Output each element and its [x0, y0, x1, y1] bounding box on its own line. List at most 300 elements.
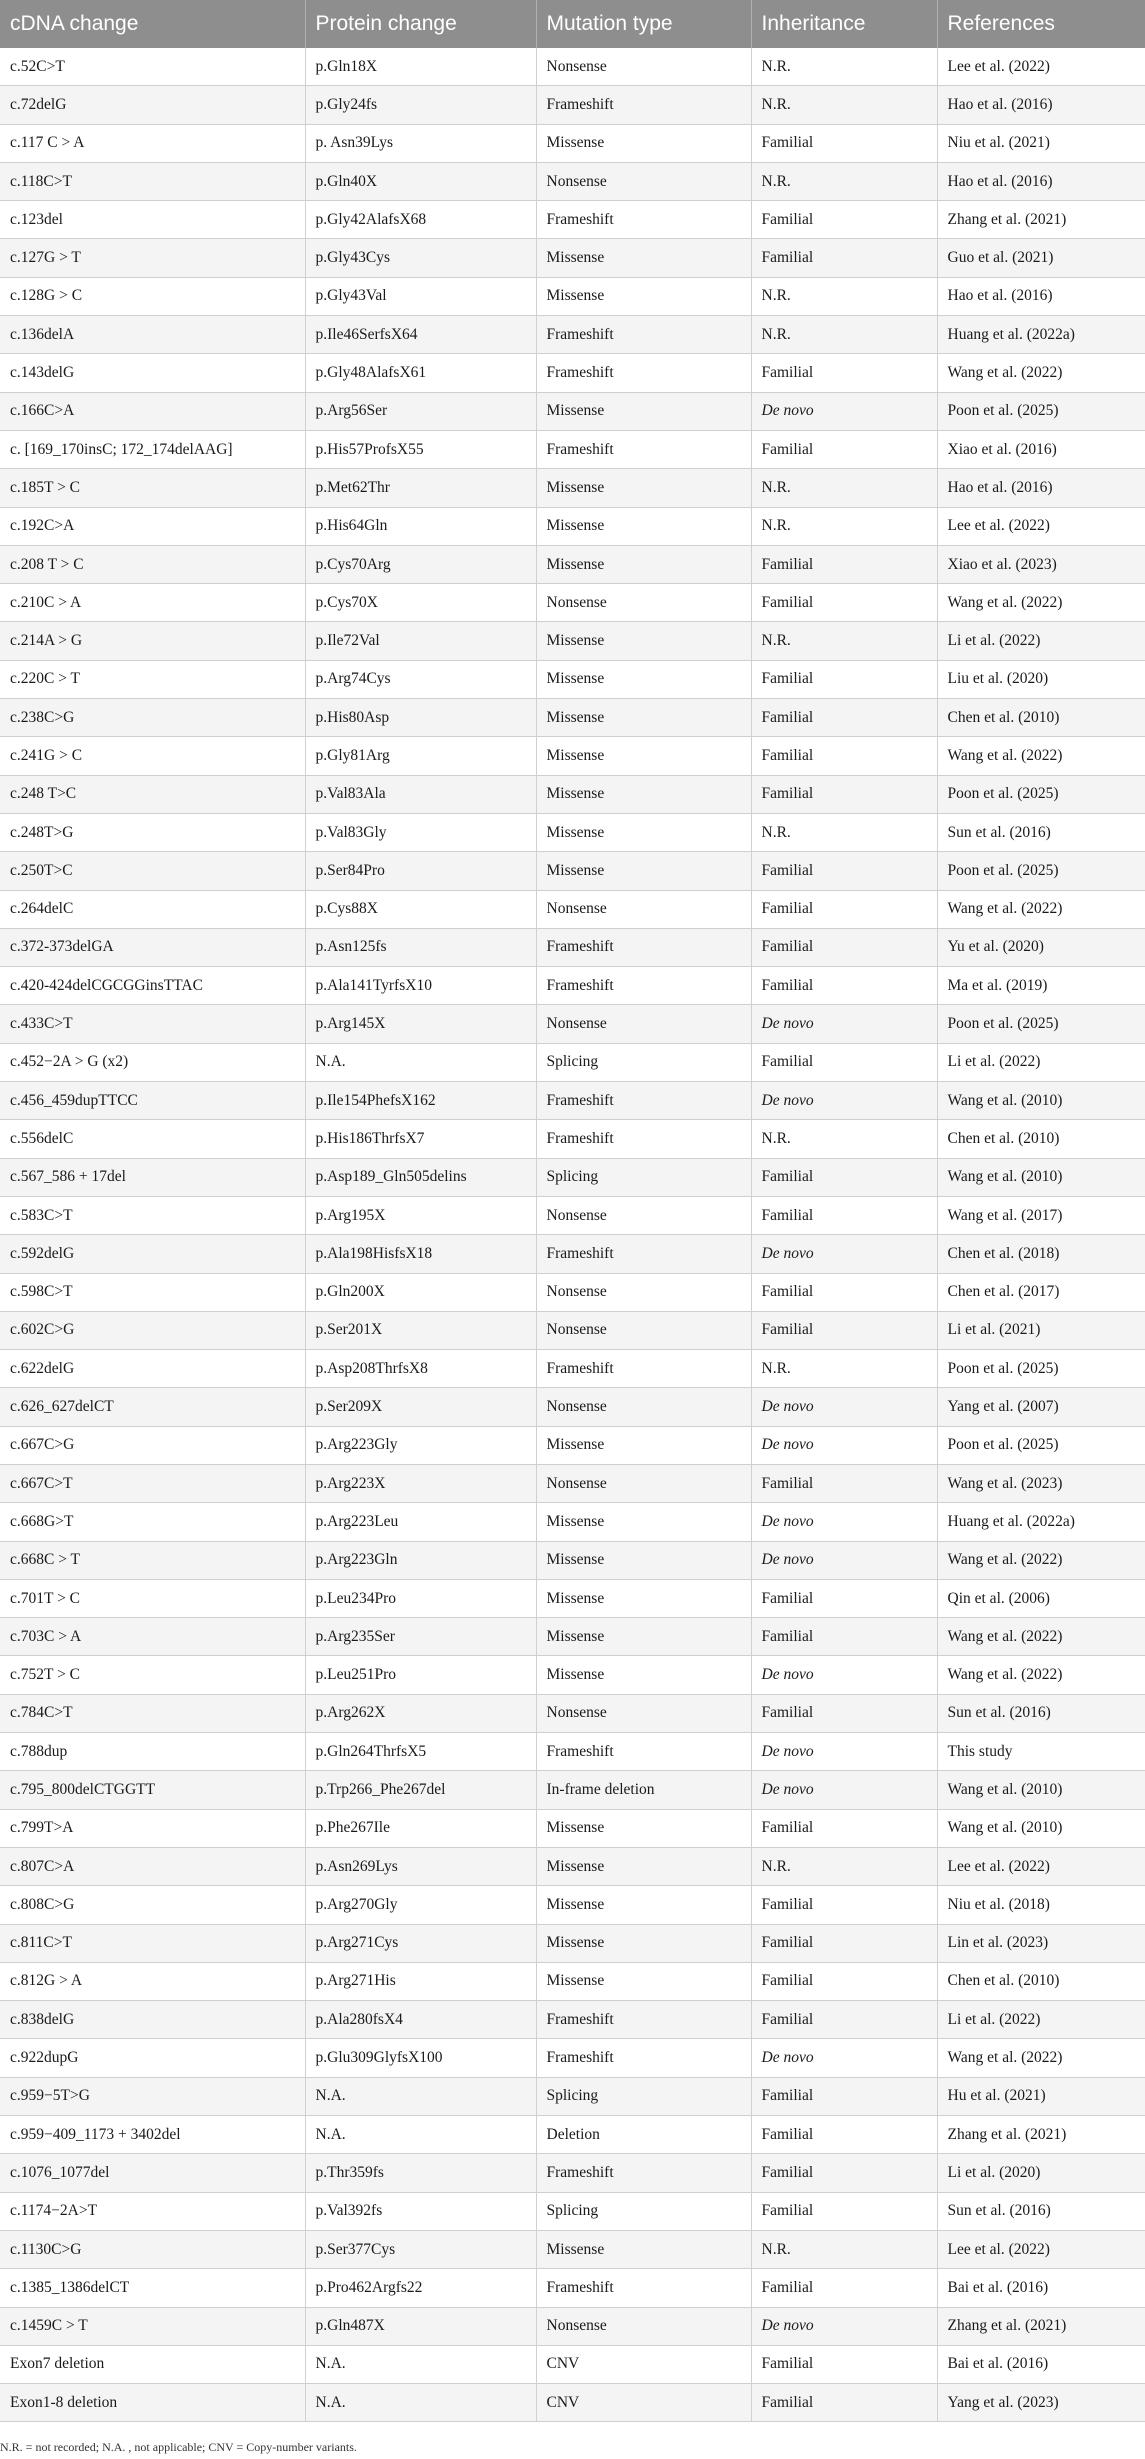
mutation-type-cell: Frameshift: [536, 2269, 751, 2307]
table-row: [0, 2001, 1145, 2039]
table-row: [0, 2384, 1145, 2422]
table-row: [0, 354, 1145, 392]
mutation-type-cell: Splicing: [536, 1043, 751, 1081]
mutation-type-cell: Missense: [536, 737, 751, 775]
reference-cell: Wang et al. (2022): [937, 354, 1145, 392]
protein-change-cell: p.Val392fs: [305, 2192, 536, 2230]
inheritance-cell: De novo: [751, 1771, 937, 1809]
reference-cell: Huang et al. (2022a): [937, 1503, 1145, 1541]
mutation-type-cell: Missense: [536, 545, 751, 583]
reference-cell: Poon et al. (2025): [937, 1350, 1145, 1388]
reference-cell: Yu et al. (2020): [937, 928, 1145, 966]
protein-change-cell: p.Pro462Argfs22: [305, 2269, 536, 2307]
cdna-change-cell: c.143delG: [0, 354, 305, 392]
cdna-change-cell: c.807C>A: [0, 1847, 305, 1885]
cdna-change-cell: c.811C>T: [0, 1924, 305, 1962]
reference-cell: This study: [937, 1733, 1145, 1771]
reference-cell: Lin et al. (2023): [937, 1924, 1145, 1962]
inheritance-cell: Familial: [751, 1618, 937, 1656]
table-row: [0, 699, 1145, 737]
cdna-change-cell: c.808C>G: [0, 1886, 305, 1924]
mutation-type-cell: Splicing: [536, 1158, 751, 1196]
protein-change-cell: p.Ala198HisfsX18: [305, 1235, 536, 1273]
header-row: [0, 0, 1145, 48]
cdna-change-cell: c.592delG: [0, 1235, 305, 1273]
table-row: [0, 545, 1145, 583]
inheritance-cell: Familial: [751, 201, 937, 239]
reference-cell: Chen et al. (2018): [937, 1235, 1145, 1273]
cdna-change-cell: c.752T > C: [0, 1656, 305, 1694]
table-row: [0, 277, 1145, 315]
cdna-change-cell: c.128G > C: [0, 277, 305, 315]
reference-cell: Niu et al. (2021): [937, 124, 1145, 162]
cdna-change-cell: c.433C>T: [0, 1005, 305, 1043]
reference-cell: Liu et al. (2020): [937, 660, 1145, 698]
mutation-type-cell: Nonsense: [536, 1694, 751, 1732]
inheritance-cell: De novo: [751, 1656, 937, 1694]
mutation-type-cell: Missense: [536, 239, 751, 277]
inheritance-cell: Familial: [751, 2269, 937, 2307]
cdna-change-cell: c. [169_170insC; 172_174delAAG]: [0, 430, 305, 468]
reference-cell: Wang et al. (2010): [937, 1158, 1145, 1196]
mutation-type-cell: Nonsense: [536, 1196, 751, 1234]
table-row: [0, 1962, 1145, 2000]
mutation-type-cell: Deletion: [536, 2116, 751, 2154]
protein-change-cell: p.Cys70X: [305, 584, 536, 622]
inheritance-cell: Familial: [751, 852, 937, 890]
protein-change-cell: p.Ile46SerfsX64: [305, 316, 536, 354]
table-row: [0, 1503, 1145, 1541]
mutation-type-cell: CNV: [536, 2384, 751, 2422]
protein-change-cell: p.Gly24fs: [305, 86, 536, 124]
cdna-change-cell: c.799T>A: [0, 1809, 305, 1847]
reference-cell: Bai et al. (2016): [937, 2345, 1145, 2383]
table-row: [0, 1541, 1145, 1579]
cdna-change-cell: c.248 T>C: [0, 775, 305, 813]
protein-change-cell: p.His57ProfsX55: [305, 430, 536, 468]
cdna-change-cell: c.1130C>G: [0, 2230, 305, 2268]
reference-cell: Wang et al. (2010): [937, 1809, 1145, 1847]
reference-cell: Chen et al. (2010): [937, 1120, 1145, 1158]
protein-change-cell: p.Gln18X: [305, 48, 536, 86]
table-row: [0, 584, 1145, 622]
mutation-type-cell: Missense: [536, 699, 751, 737]
protein-change-cell: p.Gly43Val: [305, 277, 536, 315]
reference-cell: Wang et al. (2017): [937, 1196, 1145, 1234]
reference-cell: Chen et al. (2010): [937, 1962, 1145, 2000]
cdna-change-cell: Exon1-8 deletion: [0, 2384, 305, 2422]
mutation-type-cell: Missense: [536, 1924, 751, 1962]
reference-cell: Hao et al. (2016): [937, 277, 1145, 315]
cdna-change-cell: c.210C > A: [0, 584, 305, 622]
table-row: [0, 2307, 1145, 2345]
protein-change-cell: p.Ala141TyrfsX10: [305, 967, 536, 1005]
mutation-type-cell: Missense: [536, 2230, 751, 2268]
inheritance-cell: N.R.: [751, 316, 937, 354]
cdna-change-cell: c.622delG: [0, 1350, 305, 1388]
mutation-type-cell: Frameshift: [536, 2001, 751, 2039]
protein-change-cell: p.Arg271Cys: [305, 1924, 536, 1962]
reference-cell: Xiao et al. (2023): [937, 545, 1145, 583]
table-row: [0, 1847, 1145, 1885]
inheritance-cell: De novo: [751, 1503, 937, 1541]
mutation-type-cell: Missense: [536, 1618, 751, 1656]
protein-change-cell: p.Ser209X: [305, 1388, 536, 1426]
inheritance-cell: Familial: [751, 239, 937, 277]
table-row: [0, 660, 1145, 698]
table-row: [0, 2039, 1145, 2077]
reference-cell: Sun et al. (2016): [937, 1694, 1145, 1732]
cdna-change-cell: c.668G>T: [0, 1503, 305, 1541]
table-row: [0, 1886, 1145, 1924]
header-cdna-change: cDNA change: [0, 0, 305, 48]
protein-change-cell: p.Arg56Ser: [305, 392, 536, 430]
mutation-type-cell: Frameshift: [536, 1733, 751, 1771]
reference-cell: Hu et al. (2021): [937, 2077, 1145, 2115]
mutation-type-cell: Frameshift: [536, 928, 751, 966]
inheritance-cell: Familial: [751, 1579, 937, 1617]
protein-change-cell: p.Asp189_Gln505delins: [305, 1158, 536, 1196]
inheritance-cell: N.R.: [751, 813, 937, 851]
table-row: [0, 1924, 1145, 1962]
inheritance-cell: N.R.: [751, 1350, 937, 1388]
mutation-type-cell: Nonsense: [536, 1464, 751, 1502]
inheritance-cell: De novo: [751, 1733, 937, 1771]
table-row: [0, 1311, 1145, 1349]
reference-cell: Lee et al. (2022): [937, 2230, 1145, 2268]
cdna-change-cell: c.838delG: [0, 2001, 305, 2039]
mutation-type-cell: Nonsense: [536, 48, 751, 86]
mutation-type-cell: Nonsense: [536, 584, 751, 622]
inheritance-cell: Familial: [751, 1158, 937, 1196]
mutation-type-cell: Missense: [536, 469, 751, 507]
table-row: [0, 928, 1145, 966]
inheritance-cell: Familial: [751, 890, 937, 928]
protein-change-cell: p.Arg223Gly: [305, 1426, 536, 1464]
inheritance-cell: De novo: [751, 2307, 937, 2345]
inheritance-cell: Familial: [751, 2001, 937, 2039]
inheritance-cell: Familial: [751, 2116, 937, 2154]
reference-cell: Poon et al. (2025): [937, 392, 1145, 430]
mutation-type-cell: Nonsense: [536, 1005, 751, 1043]
reference-cell: Zhang et al. (2021): [937, 2307, 1145, 2345]
protein-change-cell: N.A.: [305, 2077, 536, 2115]
protein-change-cell: N.A.: [305, 2345, 536, 2383]
inheritance-cell: Familial: [751, 2077, 937, 2115]
protein-change-cell: p.Arg223X: [305, 1464, 536, 1502]
table-row: [0, 2230, 1145, 2268]
inheritance-cell: De novo: [751, 1426, 937, 1464]
protein-change-cell: p.Val83Ala: [305, 775, 536, 813]
mutation-type-cell: Missense: [536, 775, 751, 813]
inheritance-cell: N.R.: [751, 622, 937, 660]
cdna-change-cell: c.192C>A: [0, 507, 305, 545]
table-row: [0, 1235, 1145, 1273]
cdna-change-cell: c.812G > A: [0, 1962, 305, 2000]
table-row: [0, 2192, 1145, 2230]
table-row: [0, 507, 1145, 545]
table-row: [0, 1579, 1145, 1617]
mutation-type-cell: Frameshift: [536, 1235, 751, 1273]
cdna-change-cell: c.127G > T: [0, 239, 305, 277]
reference-cell: Yang et al. (2023): [937, 2384, 1145, 2422]
reference-cell: Niu et al. (2018): [937, 1886, 1145, 1924]
cdna-change-cell: c.136delA: [0, 316, 305, 354]
mutation-type-cell: Missense: [536, 1847, 751, 1885]
mutation-type-cell: Frameshift: [536, 2039, 751, 2077]
cdna-change-cell: c.118C>T: [0, 162, 305, 200]
table-row: [0, 1005, 1145, 1043]
cdna-change-cell: c.248T>G: [0, 813, 305, 851]
cdna-change-cell: c.701T > C: [0, 1579, 305, 1617]
protein-change-cell: p.Arg195X: [305, 1196, 536, 1234]
protein-change-cell: p.Asn269Lys: [305, 1847, 536, 1885]
cdna-change-cell: c.922dupG: [0, 2039, 305, 2077]
protein-change-cell: p.Ala280fsX4: [305, 2001, 536, 2039]
table-row: [0, 1694, 1145, 1732]
protein-change-cell: p.Asp208ThrfsX8: [305, 1350, 536, 1388]
protein-change-cell: N.A.: [305, 2384, 536, 2422]
header-protein-change: Protein change: [305, 0, 536, 48]
cdna-change-cell: c.795_800delCTGGTT: [0, 1771, 305, 1809]
protein-change-cell: p.Leu234Pro: [305, 1579, 536, 1617]
cdna-change-cell: c.123del: [0, 201, 305, 239]
table-row: [0, 1733, 1145, 1771]
reference-cell: Poon et al. (2025): [937, 775, 1145, 813]
inheritance-cell: Familial: [751, 737, 937, 775]
inheritance-cell: Familial: [751, 2345, 937, 2383]
header-inheritance: Inheritance: [751, 0, 937, 48]
header-references: References: [937, 0, 1145, 48]
protein-change-cell: p.Ile154PhefsX162: [305, 1082, 536, 1120]
reference-cell: Li et al. (2020): [937, 2154, 1145, 2192]
cdna-change-cell: c.238C>G: [0, 699, 305, 737]
protein-change-cell: p. Asn39Lys: [305, 124, 536, 162]
reference-cell: Chen et al. (2017): [937, 1273, 1145, 1311]
mutation-type-cell: Frameshift: [536, 967, 751, 1005]
reference-cell: Ma et al. (2019): [937, 967, 1145, 1005]
mutation-type-cell: Nonsense: [536, 2307, 751, 2345]
protein-change-cell: p.Gly43Cys: [305, 239, 536, 277]
table-row: [0, 967, 1145, 1005]
cdna-change-cell: c.959−409_1173 + 3402del: [0, 2116, 305, 2154]
inheritance-cell: Familial: [751, 124, 937, 162]
reference-cell: Wang et al. (2022): [937, 890, 1145, 928]
table-row: [0, 737, 1145, 775]
cdna-change-cell: c.959−5T>G: [0, 2077, 305, 2115]
inheritance-cell: N.R.: [751, 48, 937, 86]
mutation-type-cell: Missense: [536, 660, 751, 698]
protein-change-cell: p.Val83Gly: [305, 813, 536, 851]
inheritance-cell: N.R.: [751, 1120, 937, 1158]
table-row: [0, 48, 1145, 86]
cdna-change-cell: c.602C>G: [0, 1311, 305, 1349]
mutation-type-cell: Nonsense: [536, 1388, 751, 1426]
inheritance-cell: Familial: [751, 1273, 937, 1311]
protein-change-cell: p.Gly48AlafsX61: [305, 354, 536, 392]
protein-change-cell: p.Gln200X: [305, 1273, 536, 1311]
mutation-type-cell: Missense: [536, 1426, 751, 1464]
protein-change-cell: p.Arg223Leu: [305, 1503, 536, 1541]
reference-cell: Lee et al. (2022): [937, 507, 1145, 545]
cdna-change-cell: c.208 T > C: [0, 545, 305, 583]
inheritance-cell: N.R.: [751, 507, 937, 545]
cdna-change-cell: c.220C > T: [0, 660, 305, 698]
mutation-type-cell: Frameshift: [536, 354, 751, 392]
inheritance-cell: N.R.: [751, 469, 937, 507]
reference-cell: Wang et al. (2022): [937, 1618, 1145, 1656]
inheritance-cell: N.R.: [751, 162, 937, 200]
table-row: [0, 201, 1145, 239]
table-row: [0, 1618, 1145, 1656]
inheritance-cell: Familial: [751, 2192, 937, 2230]
protein-change-cell: p.Gln264ThrfsX5: [305, 1733, 536, 1771]
table-row: [0, 1082, 1145, 1120]
inheritance-cell: Familial: [751, 1924, 937, 1962]
protein-change-cell: p.Ser201X: [305, 1311, 536, 1349]
mutation-type-cell: Frameshift: [536, 201, 751, 239]
mutation-type-cell: Missense: [536, 277, 751, 315]
table-row: [0, 430, 1145, 468]
reference-cell: Zhang et al. (2021): [937, 2116, 1145, 2154]
cdna-change-cell: c.1459C > T: [0, 2307, 305, 2345]
protein-change-cell: p.Ser377Cys: [305, 2230, 536, 2268]
mutation-type-cell: Frameshift: [536, 316, 751, 354]
mutation-type-cell: Nonsense: [536, 162, 751, 200]
protein-change-cell: p.Ile72Val: [305, 622, 536, 660]
protein-change-cell: p.His80Asp: [305, 699, 536, 737]
protein-change-cell: p.Arg270Gly: [305, 1886, 536, 1924]
protein-change-cell: p.Ser84Pro: [305, 852, 536, 890]
reference-cell: Guo et al. (2021): [937, 239, 1145, 277]
reference-cell: Yang et al. (2007): [937, 1388, 1145, 1426]
mutation-type-cell: Frameshift: [536, 1082, 751, 1120]
mutation-type-cell: Missense: [536, 813, 751, 851]
inheritance-cell: Familial: [751, 2384, 937, 2422]
reference-cell: Li et al. (2022): [937, 622, 1145, 660]
table-row: [0, 2116, 1145, 2154]
inheritance-cell: N.R.: [751, 86, 937, 124]
mutation-type-cell: Missense: [536, 1656, 751, 1694]
cdna-change-cell: c.1385_1386delCT: [0, 2269, 305, 2307]
protein-change-cell: p.Asn125fs: [305, 928, 536, 966]
mutation-type-cell: In-frame deletion: [536, 1771, 751, 1809]
mutation-type-cell: Missense: [536, 1579, 751, 1617]
inheritance-cell: Familial: [751, 1886, 937, 1924]
cdna-change-cell: c.250T>C: [0, 852, 305, 890]
cdna-change-cell: c.264delC: [0, 890, 305, 928]
table-row: [0, 775, 1145, 813]
table-header: [0, 0, 1145, 48]
cdna-change-cell: c.72delG: [0, 86, 305, 124]
mutation-type-cell: Frameshift: [536, 2154, 751, 2192]
cdna-change-cell: c.456_459dupTTCC: [0, 1082, 305, 1120]
protein-change-cell: p.Cys70Arg: [305, 545, 536, 583]
table-row: [0, 2269, 1145, 2307]
inheritance-cell: Familial: [751, 1196, 937, 1234]
protein-change-cell: p.Cys88X: [305, 890, 536, 928]
reference-cell: Wang et al. (2022): [937, 737, 1145, 775]
reference-cell: Hao et al. (2016): [937, 469, 1145, 507]
inheritance-cell: De novo: [751, 1388, 937, 1426]
protein-change-cell: p.Arg271His: [305, 1962, 536, 2000]
mutation-type-cell: Frameshift: [536, 430, 751, 468]
protein-change-cell: p.His186ThrfsX7: [305, 1120, 536, 1158]
table-row: [0, 1656, 1145, 1694]
reference-cell: Qin et al. (2006): [937, 1579, 1145, 1617]
mutation-type-cell: Nonsense: [536, 1311, 751, 1349]
protein-change-cell: p.Gly42AlafsX68: [305, 201, 536, 239]
protein-change-cell: p.His64Gln: [305, 507, 536, 545]
reference-cell: Lee et al. (2022): [937, 48, 1145, 86]
inheritance-cell: Familial: [751, 1809, 937, 1847]
reference-cell: Poon et al. (2025): [937, 1005, 1145, 1043]
protein-change-cell: N.A.: [305, 2116, 536, 2154]
inheritance-cell: N.R.: [751, 277, 937, 315]
cdna-change-cell: c.166C>A: [0, 392, 305, 430]
cdna-change-cell: c.117 C > A: [0, 124, 305, 162]
cdna-change-cell: c.567_586 + 17del: [0, 1158, 305, 1196]
protein-change-cell: p.Arg145X: [305, 1005, 536, 1043]
table-row: [0, 1388, 1145, 1426]
table-row: [0, 622, 1145, 660]
mutation-type-cell: Frameshift: [536, 86, 751, 124]
table-row: [0, 2154, 1145, 2192]
mutation-type-cell: Missense: [536, 1962, 751, 2000]
inheritance-cell: Familial: [751, 430, 937, 468]
table-body: [0, 48, 1145, 2422]
cdna-change-cell: c.784C>T: [0, 1694, 305, 1732]
inheritance-cell: Familial: [751, 967, 937, 1005]
protein-change-cell: p.Gln40X: [305, 162, 536, 200]
mutation-type-cell: Missense: [536, 1503, 751, 1541]
reference-cell: Zhang et al. (2021): [937, 201, 1145, 239]
table-row: [0, 1043, 1145, 1081]
reference-cell: Wang et al. (2022): [937, 1656, 1145, 1694]
mutation-type-cell: Splicing: [536, 2077, 751, 2115]
reference-cell: Wang et al. (2022): [937, 2039, 1145, 2077]
protein-change-cell: p.Glu309GlyfsX100: [305, 2039, 536, 2077]
table-row: [0, 162, 1145, 200]
cdna-change-cell: c.420-424delCGCGGinsTTAC: [0, 967, 305, 1005]
mutation-type-cell: Missense: [536, 1541, 751, 1579]
reference-cell: Wang et al. (2010): [937, 1771, 1145, 1809]
table-row: [0, 239, 1145, 277]
inheritance-cell: De novo: [751, 1235, 937, 1273]
table-row: [0, 1196, 1145, 1234]
inheritance-cell: Familial: [751, 354, 937, 392]
protein-change-cell: p.Met62Thr: [305, 469, 536, 507]
cdna-change-cell: c.667C>G: [0, 1426, 305, 1464]
reference-cell: Wang et al. (2010): [937, 1082, 1145, 1120]
inheritance-cell: De novo: [751, 2039, 937, 2077]
reference-cell: Wang et al. (2022): [937, 1541, 1145, 1579]
table-row: [0, 469, 1145, 507]
mutation-type-cell: Missense: [536, 392, 751, 430]
cdna-change-cell: Exon7 deletion: [0, 2345, 305, 2383]
reference-cell: Sun et al. (2016): [937, 813, 1145, 851]
inheritance-cell: Familial: [751, 1043, 937, 1081]
mutation-type-cell: Missense: [536, 622, 751, 660]
table-row: [0, 890, 1145, 928]
protein-change-cell: N.A.: [305, 1043, 536, 1081]
cdna-change-cell: c.372-373delGA: [0, 928, 305, 966]
table-row: [0, 852, 1145, 890]
reference-cell: Li et al. (2022): [937, 2001, 1145, 2039]
cdna-change-cell: c.214A > G: [0, 622, 305, 660]
reference-cell: Chen et al. (2010): [937, 699, 1145, 737]
protein-change-cell: p.Trp266_Phe267del: [305, 1771, 536, 1809]
